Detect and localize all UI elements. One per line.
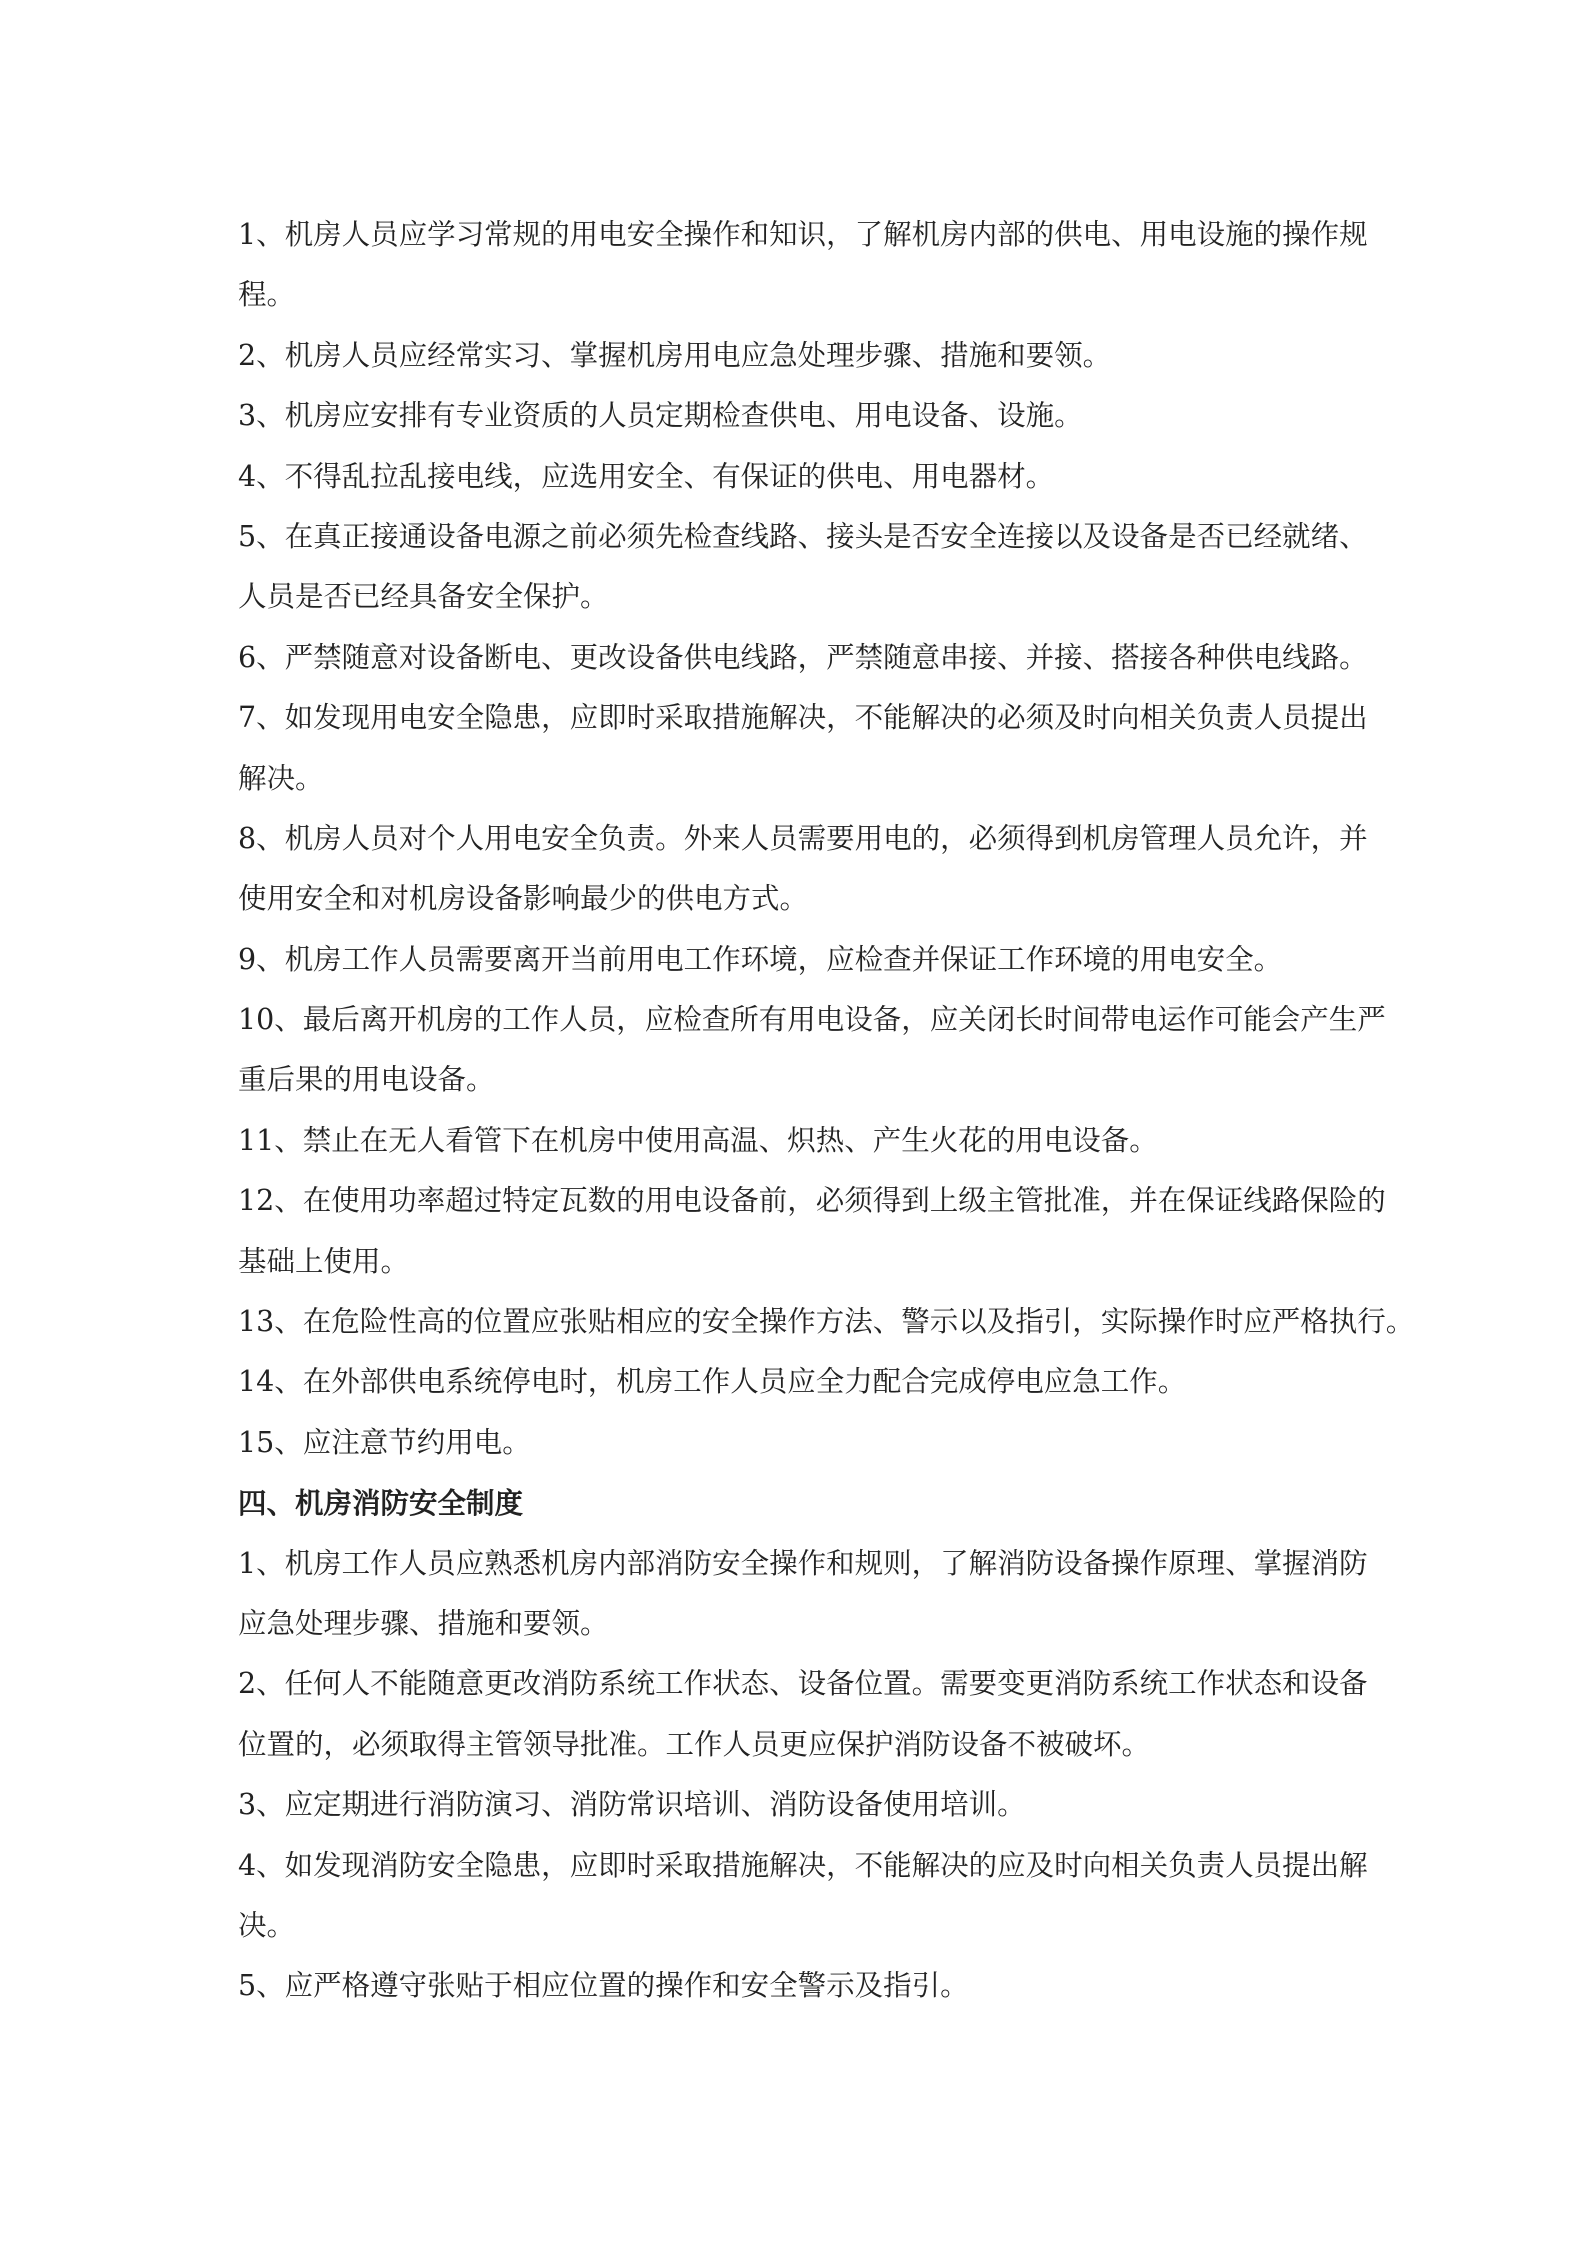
list-item — [238, 394, 1356, 454]
text-line: 重后果的用电设备。 — [238, 1063, 495, 1097]
text-line: 1、机房工作人员应熟悉机房内部消防安全操作和规则，了解消防设备操作原理、掌握消防 — [238, 1546, 1368, 1580]
list-item — [238, 515, 1368, 636]
list-item — [238, 1179, 1386, 1300]
text-line: 4、不得乱拉乱接电线，应选用安全、有保证的供电、用电器材。 — [238, 459, 1055, 493]
text-line: 决。 — [238, 1908, 296, 1942]
list-item — [238, 1783, 1356, 1843]
list-item — [238, 455, 1356, 515]
text-line: 程。 — [238, 278, 296, 312]
text-line: 6、严禁随意对设备断电、更改设备供电线路，严禁随意串接、并接、搭接各种供电线路。 — [238, 640, 1368, 674]
text-line: 2、任何人不能随意更改消防系统工作状态、设备位置。需要变更消防系统工作状态和设备 — [238, 1667, 1368, 1701]
text-line: 应急处理步骤、措施和要领。 — [238, 1606, 609, 1640]
text-line: 3、应定期进行消防演习、消防常识培训、消防设备使用培训。 — [238, 1788, 1026, 1822]
document-body — [238, 213, 1415, 2025]
text-line: 四、机房消防安全制度 — [238, 1486, 524, 1521]
list-item — [238, 334, 1356, 394]
text-line: 1、机房人员应学习常规的用电安全操作和知识，了解机房内部的供电、用电设施的操作规 — [238, 218, 1368, 251]
text-line: 14、在外部供电系统停电时，机房工作人员应全力配合完成停电应急工作。 — [238, 1365, 1187, 1399]
text-line: 2、机房人员应经常实习、掌握机房用电应急处理步骤、措施和要领。 — [238, 338, 1112, 372]
text-line: 基础上使用。 — [238, 1244, 410, 1278]
text-line: 11、禁止在无人看管下在机房中使用高温、炽热、产生火花的用电设备。 — [238, 1123, 1158, 1157]
text-line: 12、在使用功率超过特定瓦数的用电设备前，必须得到上级主管批准，并在保证线路保险的 — [238, 1184, 1386, 1218]
list-item — [238, 636, 1368, 696]
list-item — [238, 938, 1356, 998]
list-item — [238, 213, 1368, 334]
section-heading — [238, 1481, 1356, 1541]
list-item — [238, 1964, 1356, 2024]
list-item — [238, 1662, 1368, 1783]
text-line: 使用安全和对机房设备影响最少的供电方式。 — [238, 882, 809, 916]
list-item — [238, 1542, 1368, 1663]
list-item — [238, 1360, 1356, 1420]
text-line: 4、如发现消防安全隐患，应即时采取措施解决，不能解决的应及时向相关负责人员提出解 — [238, 1848, 1368, 1882]
list-item — [238, 696, 1368, 817]
text-line: 15、应注意节约用电。 — [238, 1425, 531, 1459]
text-line: 7、如发现用电安全隐患，应即时采取措施解决，不能解决的必须及时向相关负责人员提出 — [238, 701, 1368, 735]
list-item — [238, 1844, 1368, 1965]
text-line: 13、在危险性高的位置应张贴相应的安全操作方法、警示以及指引，实际操作时应严格执行。 — [238, 1305, 1415, 1339]
text-line: 位置的，必须取得主管领导批准。工作人员更应保护消防设备不被破坏。 — [238, 1727, 1151, 1761]
list-item — [238, 1300, 1415, 1360]
list-item — [238, 1119, 1356, 1179]
text-line: 5、应严格遵守张贴于相应位置的操作和安全警示及指引。 — [238, 1969, 969, 2003]
text-line: 8、机房人员对个人用电安全负责。外来人员需要用电的，必须得到机房管理人员允许，并 — [238, 821, 1368, 855]
list-item — [238, 1421, 1356, 1481]
text-line: 人员是否已经具备安全保护。 — [238, 580, 609, 614]
list-item — [238, 998, 1386, 1119]
text-line: 解决。 — [238, 761, 324, 795]
text-line: 5、在真正接通设备电源之前必须先检查线路、接头是否安全连接以及设备是否已经就绪、 — [238, 519, 1368, 553]
list-item — [238, 817, 1368, 938]
text-line: 3、机房应安排有专业资质的人员定期检查供电、用电设备、设施。 — [238, 399, 1083, 433]
text-line: 9、机房工作人员需要离开当前用电工作环境，应检查并保证工作环境的用电安全。 — [238, 942, 1283, 976]
text-line: 10、最后离开机房的工作人员，应检查所有用电设备，应关闭长时间带电运作可能会产生严 — [238, 1003, 1386, 1037]
